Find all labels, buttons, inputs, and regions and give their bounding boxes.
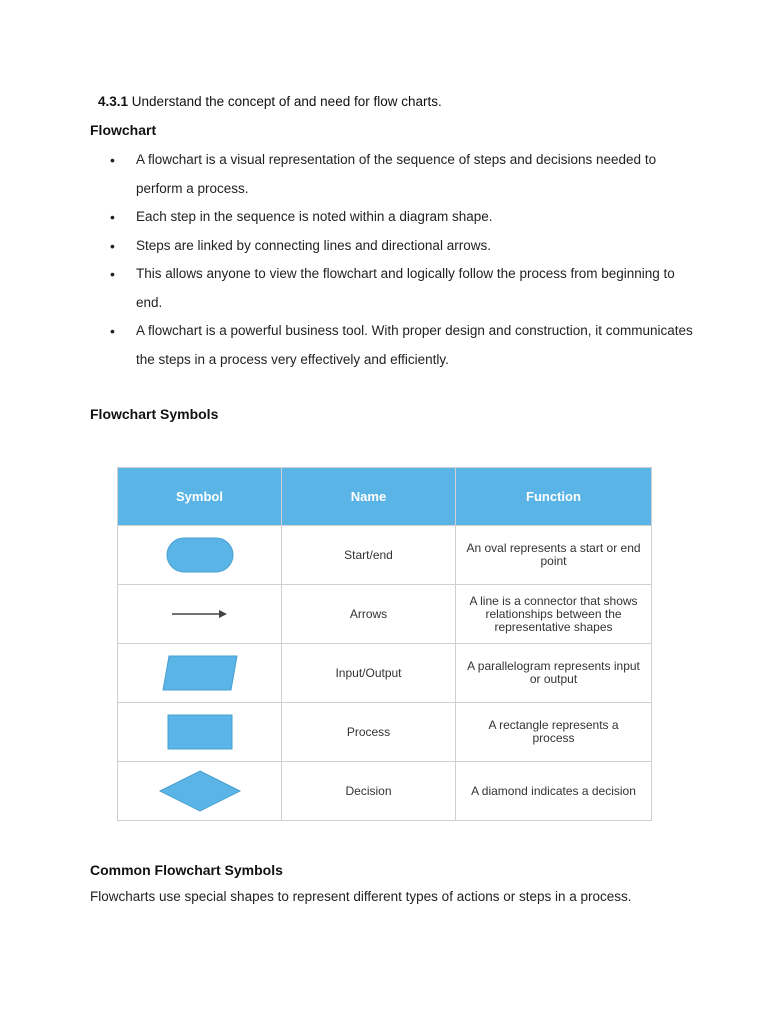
- oval-icon: [165, 535, 235, 575]
- symbol-function: A parallelogram represents input or output: [456, 644, 652, 703]
- symbol-function: A rectangle represents a process: [456, 703, 652, 762]
- symbol-name: Decision: [282, 762, 456, 821]
- diamond-icon: [158, 769, 242, 813]
- arrow-icon: [170, 607, 230, 621]
- bullet-item: • Each step in the sequence is noted within a diagram shape.: [108, 203, 698, 232]
- symbol-cell: [118, 703, 282, 762]
- symbol-cell: [118, 526, 282, 585]
- flowchart-heading: Flowchart: [90, 122, 157, 138]
- table-row: [118, 762, 652, 821]
- flowchart-bullet-list: [108, 146, 698, 374]
- bullet-item: • This allows anyone to view the flowchart and logically follow the process from beginning to end.: [108, 260, 698, 317]
- symbols-table: [117, 467, 652, 821]
- table-row: [118, 526, 652, 585]
- common-symbols-heading: Common Flowchart Symbols: [90, 862, 283, 878]
- symbols-heading: Flowchart Symbols: [90, 406, 219, 422]
- symbol-function: A line is a connector that shows relationships between the representative shapes: [456, 585, 652, 644]
- bullet-item: • A flowchart is a visual representation of the sequence of steps and decisions needed to perform a process.: [108, 146, 698, 203]
- symbol-cell: [118, 585, 282, 644]
- symbol-function: An oval represents a start or end point: [456, 526, 652, 585]
- table-row: [118, 644, 652, 703]
- symbol-name: Input/Output: [282, 644, 456, 703]
- symbol-name: Process: [282, 703, 456, 762]
- section-heading: [98, 94, 442, 109]
- table-header-row: [118, 468, 652, 526]
- symbol-function: A diamond indicates a decision: [456, 762, 652, 821]
- column-header-function: Function: [456, 468, 652, 526]
- column-header-symbol: Symbol: [118, 468, 282, 526]
- bullet-item: • Steps are linked by connecting lines and directional arrows.: [108, 232, 698, 261]
- column-header-name: Name: [282, 468, 456, 526]
- bullet-item: • A flowchart is a powerful business tool. With proper design and construction, it communicates the steps in a process very effectively and efficiently.: [108, 317, 698, 374]
- table-row: [118, 703, 652, 762]
- symbol-cell: [118, 762, 282, 821]
- rectangle-icon: [166, 713, 234, 751]
- table-row: [118, 585, 652, 644]
- section-number: 4.3.1: [98, 94, 129, 109]
- parallelogram-icon: [161, 654, 239, 692]
- symbol-cell: [118, 644, 282, 703]
- symbol-name: Arrows: [282, 585, 456, 644]
- section-title: Understand the concept of and need for flow charts.: [131, 94, 442, 109]
- symbol-name: Start/end: [282, 526, 456, 585]
- common-symbols-text: Flowcharts use special shapes to represent different types of actions or steps in a process.: [90, 889, 632, 904]
